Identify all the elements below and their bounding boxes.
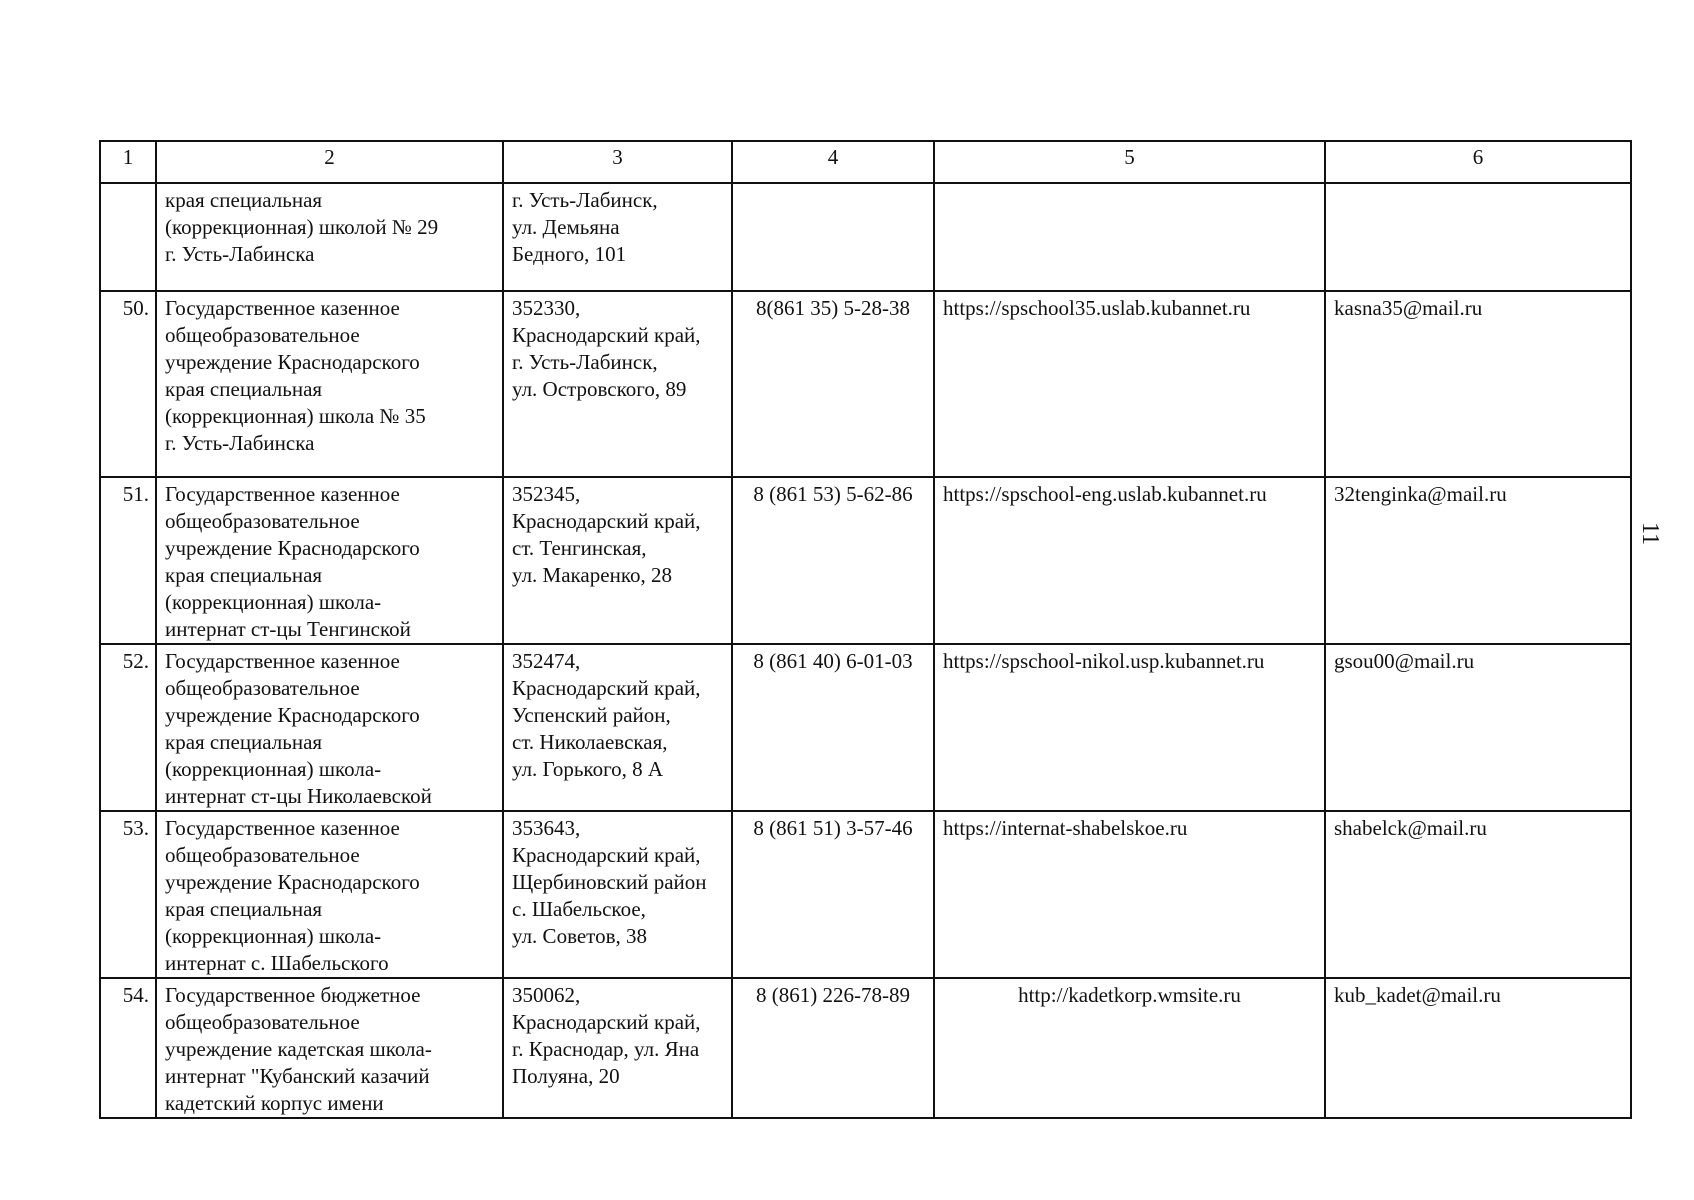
institution-website: https://internat-shabelskoe.ru <box>934 811 1325 978</box>
row-number: 52. <box>100 644 156 811</box>
institutions-table <box>99 140 1632 1119</box>
row-number: 54. <box>100 978 156 1118</box>
row-number <box>100 183 156 291</box>
table-row <box>100 644 1631 811</box>
institution-website: https://spschool35.uslab.kubannet.ru <box>934 291 1325 477</box>
institution-phone: 8 (861 53) 5-62-86 <box>732 477 934 644</box>
institution-phone <box>732 183 934 291</box>
institution-email: 32tenginka@mail.ru <box>1325 477 1631 644</box>
institution-website: http://kadetkorp.wmsite.ru <box>934 978 1325 1118</box>
institution-name: Государственное казенное общеобразовательное учреждение Краснодарского края специальная (коррекционная) школа- интернат ст-цы Тенгинской <box>156 477 503 644</box>
institution-address: 352474, Краснодарский край, Успенский район, ст. Николаевская, ул. Горького, 8 А <box>503 644 732 811</box>
institution-phone: 8 (861 51) 3-57-46 <box>732 811 934 978</box>
table-row <box>100 291 1631 477</box>
institution-name: Государственное казенное общеобразовательное учреждение Краснодарского края специальная (коррекционная) школа № 35 г. Усть-Лабинска <box>156 291 503 477</box>
column-number: 4 <box>732 141 934 183</box>
institution-address: 352330, Краснодарский край, г. Усть-Лабинск, ул. Островского, 89 <box>503 291 732 477</box>
institution-email: kasna35@mail.ru <box>1325 291 1631 477</box>
institution-address: 350062, Краснодарский край, г. Краснодар, ул. Яна Полуяна, 20 <box>503 978 732 1118</box>
row-number: 51. <box>100 477 156 644</box>
institution-address: г. Усть-Лабинск, ул. Демьяна Бедного, 101 <box>503 183 732 291</box>
table-row <box>100 183 1631 291</box>
column-number: 1 <box>100 141 156 183</box>
institution-address: 353643, Краснодарский край, Щербиновский район с. Шабельское, ул. Советов, 38 <box>503 811 732 978</box>
institution-website: https://spschool-nikol.usp.kubannet.ru <box>934 644 1325 811</box>
row-number: 53. <box>100 811 156 978</box>
table-row <box>100 811 1631 978</box>
column-number-row <box>100 141 1631 183</box>
institution-website: https://spschool-eng.uslab.kubannet.ru <box>934 477 1325 644</box>
institution-name: Государственное бюджетное общеобразовательное учреждение кадетская школа- интернат "Кубанский казачий кадетский корпус имени <box>156 978 503 1118</box>
institution-email: shabelck@mail.ru <box>1325 811 1631 978</box>
institution-email: gsou00@mail.ru <box>1325 644 1631 811</box>
table-row <box>100 477 1631 644</box>
institution-phone: 8 (861 40) 6-01-03 <box>732 644 934 811</box>
institution-email: kub_kadet@mail.ru <box>1325 978 1631 1118</box>
row-number: 50. <box>100 291 156 477</box>
page-number: 11 <box>1637 521 1664 546</box>
column-number: 6 <box>1325 141 1631 183</box>
institution-phone: 8(861 35) 5-28-38 <box>732 291 934 477</box>
column-number: 3 <box>503 141 732 183</box>
column-number: 5 <box>934 141 1325 183</box>
institution-email <box>1325 183 1631 291</box>
institution-phone: 8 (861) 226-78-89 <box>732 978 934 1118</box>
column-number: 2 <box>156 141 503 183</box>
institution-address: 352345, Краснодарский край, ст. Тенгинская, ул. Макаренко, 28 <box>503 477 732 644</box>
institution-name: Государственное казенное общеобразовательное учреждение Краснодарского края специальная (коррекционная) школа- интернат с. Шабельского <box>156 811 503 978</box>
institution-website <box>934 183 1325 291</box>
institution-name: края специальная (коррекционная) школой № 29 г. Усть-Лабинска <box>156 183 503 291</box>
table-row <box>100 978 1631 1118</box>
institution-name: Государственное казенное общеобразовательное учреждение Краснодарского края специальная (коррекционная) школа- интернат ст-цы Николаевской <box>156 644 503 811</box>
